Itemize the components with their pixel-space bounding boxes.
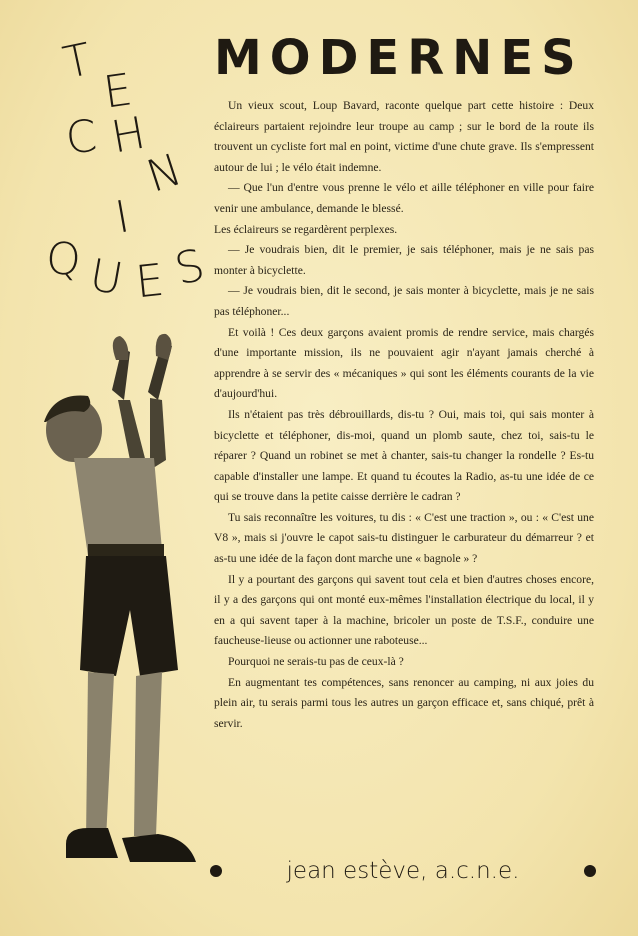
side-title-letter: E bbox=[100, 64, 136, 119]
paragraph: — Je voudrais bien, dit le premier, je sais téléphoner, mais je ne sais pas monter à bicyclette. bbox=[214, 243, 594, 277]
side-title-letter: C bbox=[63, 110, 100, 165]
side-title-letter: Q bbox=[44, 232, 83, 287]
signature-line bbox=[210, 858, 596, 884]
scout-boy-photo bbox=[30, 330, 210, 890]
side-title-letter: S bbox=[170, 239, 210, 296]
article-body bbox=[214, 96, 594, 734]
paragraph: Il y a pourtant des garçons qui savent tout cela et bien d'autres choses encore, il y a des garçons qui ont monté eux-mêmes l'installation électrique du local, il y en a qui savent taper à la machine, bricoler un poste de T.S.F., conduire une faucheuse-lieuse ou actionner une raboteuse... bbox=[214, 572, 594, 648]
paragraph: Et voilà ! Ces deux garçons avaient promis de rendre service, mais chargés d'une importante mission, ils ne pouvaient agir n'ayant jamais cherché à apprendre à se servir des « mécaniques » qui sont les éléments courants de la vie d'aujourd'hui. bbox=[214, 325, 594, 401]
paragraph: — Je voudrais bien, dit le second, je sais monter à bicyclette, mais je ne sais pas téléphoner... bbox=[214, 284, 594, 318]
paragraph: Ils n'étaient pas très débrouillards, dis-tu ? Oui, mais toi, qui sais monter à bicyclette et téléphoner, dis-moi, quand un plomb saute, chez toi, sais-tu le réparer ? Quand un robinet se met à chanter, sais-tu changer la rondelle ? Es-tu capable d'installer une lampe. Et quand tu écoutes la Radio, as-tu une idée de ce qui se trouve dans la petite caisse derrière le cadran ? bbox=[214, 407, 594, 504]
paragraph: Pourquoi ne serais-tu pas de ceux-là ? bbox=[228, 655, 404, 669]
side-title-letter: I bbox=[111, 191, 134, 244]
paragraph: — Que l'un d'entre vous prenne le vélo et aille téléphoner en ville pour faire venir une ambulance, demande le blessé. bbox=[214, 181, 594, 215]
paragraph: Un vieux scout, Loup Bavard, raconte quelque part cette histoire : Deux éclaireurs partaient rejoindre leur troupe au camp ; sur le bord de la route ils trouvent un cycliste fort mal en point, victime d'une chute grave. Ils s'empressent autour de lui ; le vélo était indemne. bbox=[214, 99, 594, 174]
page-title: MODERNES bbox=[214, 30, 584, 86]
bullet-dot-icon bbox=[210, 865, 222, 877]
side-title-letter: U bbox=[85, 249, 127, 306]
paragraph: En augmentant tes compétences, sans renoncer au camping, ni aux joies du plein air, tu serais parmi tous les autres un garçon efficace et, sans chiqué, prêt à servir. bbox=[214, 675, 594, 730]
paragraph: Les éclaireurs se regardèrent perplexes. bbox=[214, 222, 398, 236]
author-signature: jean estève, a.c.n.e. bbox=[286, 858, 520, 884]
bullet-dot-icon bbox=[584, 865, 596, 877]
side-title-letter: E bbox=[133, 254, 167, 309]
side-title-letter: H bbox=[107, 107, 150, 164]
paragraph: Tu sais reconnaître les voitures, tu dis : « C'est une traction », ou : « C'est une V8 », mais si j'ouvre le capot sais-tu distinguer le carburateur du démarreur ? et as-tu une idée de la façon dont marche une « bagnole » ? bbox=[214, 510, 594, 566]
side-title-letter: T bbox=[58, 33, 96, 90]
side-title-letter: N bbox=[140, 144, 188, 203]
